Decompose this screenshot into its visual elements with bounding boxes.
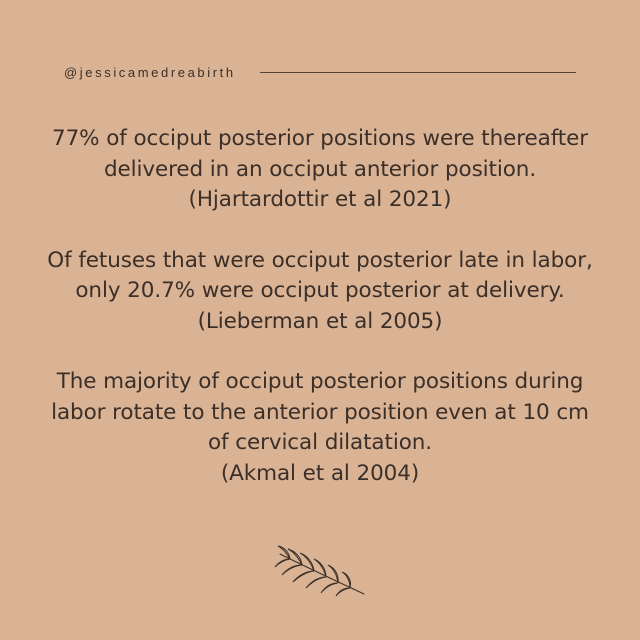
fact-block-2 bbox=[20, 246, 620, 338]
fact-block-1 bbox=[20, 124, 620, 216]
fact-line: delivered in an occiput anterior position. bbox=[103, 156, 537, 182]
fact-line: of cervical dilatation. bbox=[207, 430, 433, 455]
fact-line: only 20.7% were occiput posterior at delivery. bbox=[75, 278, 565, 303]
fact-citation: (Hjartardottir et al 2021) bbox=[188, 187, 452, 212]
leaf-branch-icon bbox=[274, 544, 370, 600]
fact-line: 77% of occiput posterior positions were thereafter bbox=[52, 126, 588, 151]
account-handle: @jessicamedreabirth bbox=[64, 64, 236, 80]
fact-line: Of fetuses that were occiput posterior late in labor, bbox=[47, 247, 593, 273]
header bbox=[64, 62, 576, 82]
fact-line: labor rotate to the anterior position even at 10 cm bbox=[51, 399, 589, 425]
header-divider bbox=[260, 72, 576, 73]
fact-citation: (Lieberman et al 2005) bbox=[197, 308, 443, 334]
fact-citation: (Akmal et al 2004) bbox=[220, 460, 420, 486]
fact-line: The majority of occiput posterior positions during bbox=[56, 369, 584, 394]
facts-content bbox=[20, 124, 620, 519]
fact-block-3 bbox=[20, 367, 620, 489]
